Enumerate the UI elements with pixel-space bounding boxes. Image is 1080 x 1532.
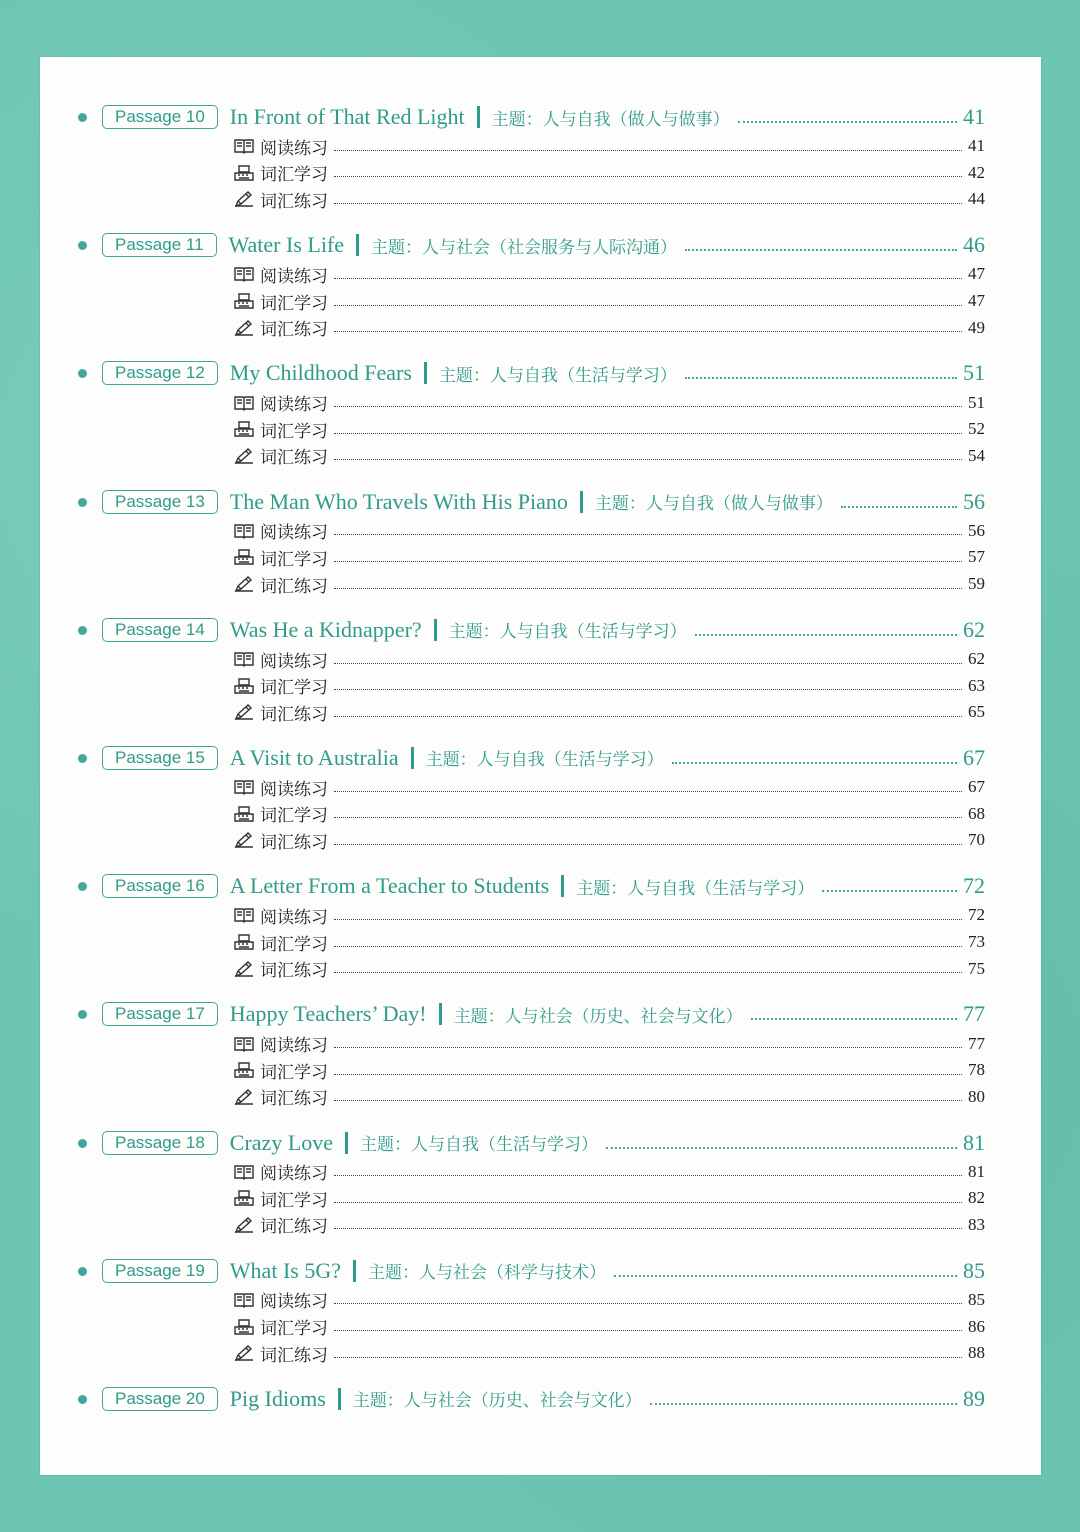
sub-item-vocab-practice[interactable]: [234, 443, 985, 470]
leader-dots: [614, 1275, 957, 1277]
pencil-icon: [234, 704, 254, 720]
passage-title: Was He a Kidnapper?: [229, 616, 422, 642]
passage-row[interactable]: [102, 487, 985, 517]
leader-dots: [334, 305, 962, 306]
sub-item-label: 词汇学习: [260, 1190, 328, 1211]
divider: [434, 619, 437, 641]
sub-item-page-number: 85: [968, 1289, 985, 1309]
sub-items: [234, 133, 985, 213]
sub-items: [234, 389, 985, 469]
sub-item-vocab-study[interactable]: [234, 544, 985, 571]
sub-item-page-number: 65: [968, 702, 985, 722]
passage-badge: Passage 11: [102, 233, 217, 257]
sub-item-label: 阅读练习: [260, 1036, 328, 1057]
sub-item-reading[interactable]: [234, 389, 985, 416]
leader-dots: [334, 689, 962, 690]
divider: [356, 234, 359, 256]
bullet-icon: [78, 882, 87, 891]
passage-row[interactable]: [102, 1128, 985, 1158]
passage-title: What Is 5G?: [229, 1257, 341, 1283]
sub-items: [234, 1287, 985, 1367]
divider: [477, 106, 480, 128]
sub-item-vocab-practice[interactable]: [234, 314, 985, 341]
leader-dots: [334, 972, 962, 973]
sub-item-label: 阅读练习: [260, 266, 328, 287]
leader-dots: [334, 844, 962, 845]
sub-item-page-number: 81: [968, 1161, 985, 1181]
passage-row[interactable]: [102, 1256, 985, 1286]
sub-item-vocab-study[interactable]: [234, 929, 985, 956]
book-icon: [234, 395, 254, 411]
sub-item-vocab-practice[interactable]: [234, 571, 985, 598]
sub-item-reading[interactable]: [234, 1287, 985, 1314]
toc-entry-14: [40, 610, 1041, 738]
passage-title: Happy Teachers’ Day!: [229, 1001, 427, 1027]
passage-page-number: 77: [963, 1001, 985, 1027]
sub-item-vocab-study[interactable]: [234, 801, 985, 828]
passage-theme: 主题：人与自我（生活与学习）: [448, 622, 687, 643]
leader-dots: [334, 278, 962, 279]
sub-item-reading[interactable]: [234, 1159, 985, 1186]
leader-dots: [334, 1357, 962, 1358]
passage-title: Water Is Life: [228, 232, 345, 258]
leader-dots: [334, 663, 962, 664]
sub-item-label: 词汇学习: [260, 549, 328, 570]
passage-badge: Passage 13: [102, 490, 218, 514]
passage-page-number: 62: [963, 616, 985, 642]
passage-theme: 主题：人与自我（生活与学习）: [425, 750, 664, 771]
divider: [411, 747, 414, 769]
pencil-icon: [234, 1089, 254, 1105]
sub-item-vocab-study[interactable]: [234, 1185, 985, 1212]
leader-dots: [695, 634, 957, 636]
toc-entry-18: [40, 1123, 1041, 1251]
sub-item-page-number: 54: [968, 445, 985, 465]
sub-item-page-number: 67: [968, 777, 985, 797]
sub-item-label: 词汇练习: [260, 704, 328, 725]
bullet-icon: [78, 1395, 87, 1404]
sub-item-label: 阅读练习: [260, 1292, 328, 1313]
passage-theme: 主题：人与社会（历史、社会与文化）: [453, 1006, 743, 1027]
sub-item-vocab-practice[interactable]: [234, 827, 985, 854]
pencil-icon: [234, 1345, 254, 1361]
sub-item-reading[interactable]: [234, 133, 985, 160]
keyboard-icon: [234, 549, 254, 565]
book-icon: [234, 779, 254, 795]
passage-badge: Passage 10: [102, 105, 218, 129]
book-icon: [234, 523, 254, 539]
leader-dots: [334, 1330, 962, 1331]
keyboard-icon: [234, 806, 254, 822]
sub-item-label: 阅读练习: [260, 779, 328, 800]
sub-item-label: 词汇学习: [260, 806, 328, 827]
keyboard-icon: [234, 934, 254, 950]
passage-badge: Passage 15: [102, 746, 218, 770]
toc-entry-13: [40, 482, 1041, 610]
keyboard-icon: [234, 165, 254, 181]
leader-dots: [334, 716, 962, 717]
sub-item-label: 词汇练习: [260, 1217, 328, 1238]
sub-items: [234, 774, 985, 854]
sub-item-page-number: 56: [968, 520, 985, 540]
sub-item-label: 词汇练习: [260, 448, 328, 469]
sub-item-label: 词汇学习: [260, 1062, 328, 1083]
sub-items: [234, 1030, 985, 1110]
leader-dots: [334, 946, 962, 947]
sub-item-page-number: 44: [968, 189, 985, 209]
sub-item-page-number: 82: [968, 1188, 985, 1208]
bullet-icon: [78, 369, 87, 378]
passage-title: My Childhood Fears: [229, 360, 412, 386]
leader-dots: [334, 176, 962, 177]
sub-item-page-number: 86: [968, 1316, 985, 1336]
passage-title: The Man Who Travels With His Piano: [229, 488, 568, 514]
sub-item-vocab-practice[interactable]: [234, 955, 985, 982]
divider: [338, 1388, 341, 1410]
pencil-icon: [234, 1217, 254, 1233]
leader-dots: [334, 791, 962, 792]
sub-item-vocab-study[interactable]: [234, 1313, 985, 1340]
sub-items: [234, 1159, 985, 1239]
leader-dots: [334, 459, 962, 460]
sub-item-label: 词汇练习: [260, 191, 328, 212]
bullet-icon: [78, 1139, 87, 1148]
sub-item-vocab-study[interactable]: [234, 160, 985, 187]
sub-item-page-number: 49: [968, 317, 985, 337]
sub-item-page-number: 73: [968, 932, 985, 952]
leader-dots: [751, 1018, 957, 1020]
passage-theme: 主题：人与社会（历史、社会与文化）: [352, 1391, 642, 1412]
passage-row[interactable]: [102, 999, 985, 1029]
sub-item-label: 词汇练习: [260, 832, 328, 853]
keyboard-icon: [234, 1062, 254, 1078]
bullet-icon: [78, 113, 87, 122]
sub-item-page-number: 62: [968, 649, 985, 669]
sub-item-label: 阅读练习: [260, 1164, 328, 1185]
sub-item-label: 词汇练习: [260, 1089, 328, 1110]
toc-entry-11: [40, 225, 1041, 353]
passage-badge: Passage 12: [102, 361, 218, 385]
divider: [561, 875, 564, 897]
leader-dots: [738, 121, 957, 123]
passage-theme: 主题：人与自我（做人与做事）: [594, 494, 833, 515]
bullet-icon: [78, 1010, 87, 1019]
divider: [424, 362, 427, 384]
passage-theme: 主题：人与自我（做人与做事）: [491, 109, 730, 130]
passage-theme: 主题：人与自我（生活与学习）: [576, 878, 815, 899]
keyboard-icon: [234, 421, 254, 437]
book-icon: [234, 651, 254, 667]
leader-dots: [334, 1202, 962, 1203]
sub-item-vocab-practice[interactable]: [234, 1084, 985, 1111]
sub-item-label: 词汇学习: [260, 165, 328, 186]
sub-items: [234, 261, 985, 341]
passage-theme: 主题：人与自我（生活与学习）: [438, 365, 677, 386]
sub-item-page-number: 83: [968, 1214, 985, 1234]
sub-item-reading[interactable]: [234, 646, 985, 673]
toc-entries: [40, 97, 1041, 1507]
sub-item-page-number: 78: [968, 1060, 985, 1080]
sub-item-label: 词汇学习: [260, 293, 328, 314]
divider: [353, 1260, 356, 1282]
sub-item-reading[interactable]: [234, 1030, 985, 1057]
pencil-icon: [234, 320, 254, 336]
passage-badge: Passage 17: [102, 1002, 218, 1026]
sub-item-vocab-study[interactable]: [234, 672, 985, 699]
sub-item-vocab-study[interactable]: [234, 416, 985, 443]
sub-item-label: 阅读练习: [260, 651, 328, 672]
leader-dots: [334, 1228, 962, 1229]
passage-theme: 主题：人与社会（社会服务与人际沟通）: [371, 237, 678, 258]
sub-item-page-number: 80: [968, 1086, 985, 1106]
sub-item-page-number: 63: [968, 675, 985, 695]
keyboard-icon: [234, 1319, 254, 1335]
passage-row[interactable]: [102, 358, 985, 388]
passage-theme: 主题：人与社会（科学与技术）: [367, 1263, 606, 1284]
toc-entry-20: [40, 1379, 1041, 1507]
passage-badge: Passage 14: [102, 618, 218, 642]
passage-page-number: 72: [963, 873, 985, 899]
passage-page-number: 85: [963, 1257, 985, 1283]
sub-item-page-number: 75: [968, 958, 985, 978]
leader-dots: [334, 433, 962, 434]
sub-item-label: 阅读练习: [260, 395, 328, 416]
passage-page-number: 41: [963, 104, 985, 129]
pencil-icon: [234, 191, 254, 207]
sub-items: [234, 518, 985, 598]
leader-dots: [685, 377, 957, 379]
sub-item-vocab-study[interactable]: [234, 288, 985, 315]
passage-row[interactable]: [102, 615, 985, 645]
leader-dots: [606, 1147, 957, 1149]
passage-page-number: 81: [963, 1129, 985, 1155]
passage-page-number: 51: [963, 360, 985, 386]
leader-dots: [822, 890, 957, 892]
passage-row[interactable]: [102, 102, 985, 132]
leader-dots: [334, 150, 962, 151]
sub-item-page-number: 70: [968, 830, 985, 850]
leader-dots: [334, 919, 962, 920]
leader-dots: [334, 588, 962, 589]
toc-entry-17: [40, 994, 1041, 1122]
pencil-icon: [234, 448, 254, 464]
passage-page-number: 56: [963, 488, 985, 514]
sub-item-page-number: 52: [968, 419, 985, 439]
passage-badge: Passage 19: [102, 1259, 218, 1283]
passage-row[interactable]: [102, 871, 985, 901]
sub-item-page-number: 59: [968, 574, 985, 594]
sub-item-label: 词汇练习: [260, 961, 328, 982]
passage-title: A Letter From a Teacher to Students: [229, 873, 550, 899]
sub-item-label: 阅读练习: [260, 523, 328, 544]
passage-title: A Visit to Australia: [229, 744, 399, 770]
sub-item-page-number: 42: [968, 162, 985, 182]
sub-item-reading[interactable]: [234, 261, 985, 288]
book-icon: [234, 1164, 254, 1180]
sub-item-label: 词汇练习: [260, 1345, 328, 1366]
sub-item-label: 词汇学习: [260, 934, 328, 955]
pencil-icon: [234, 576, 254, 592]
toc-entry-15: [40, 738, 1041, 866]
sub-item-label: 词汇练习: [260, 576, 328, 597]
sub-item-vocab-study[interactable]: [234, 1057, 985, 1084]
pencil-icon: [234, 832, 254, 848]
divider: [580, 491, 583, 513]
toc-entry-19: [40, 1251, 1041, 1379]
sub-item-page-number: 51: [968, 392, 985, 412]
passage-badge: Passage 18: [102, 1131, 218, 1155]
book-icon: [234, 266, 254, 282]
leader-dots: [334, 406, 962, 407]
toc-entry-16: [40, 866, 1041, 994]
passage-badge: Passage 16: [102, 874, 218, 898]
sub-item-label: 词汇学习: [260, 1319, 328, 1340]
sub-item-label: 词汇学习: [260, 421, 328, 442]
leader-dots: [650, 1403, 957, 1405]
passage-row[interactable]: [102, 230, 985, 260]
sub-item-vocab-practice[interactable]: [234, 186, 985, 213]
sub-item-page-number: 77: [968, 1033, 985, 1053]
sub-item-label: 阅读练习: [260, 907, 328, 928]
leader-dots: [334, 1100, 962, 1101]
leader-dots: [334, 817, 962, 818]
leader-dots: [334, 1175, 962, 1176]
leader-dots: [334, 1303, 962, 1304]
book-icon: [234, 1036, 254, 1052]
bullet-icon: [78, 1267, 87, 1276]
sub-item-page-number: 68: [968, 803, 985, 823]
sub-item-reading[interactable]: [234, 518, 985, 545]
leader-dots: [841, 506, 957, 508]
sub-item-page-number: 57: [968, 547, 985, 567]
passage-row[interactable]: [102, 1384, 985, 1414]
toc-entry-12: [40, 353, 1041, 481]
keyboard-icon: [234, 293, 254, 309]
leader-dots: [334, 203, 962, 204]
sub-item-reading[interactable]: [234, 902, 985, 929]
book-icon: [234, 1292, 254, 1308]
leader-dots: [672, 762, 957, 764]
sub-items: [234, 646, 985, 726]
sub-item-vocab-practice[interactable]: [234, 1340, 985, 1367]
sub-item-page-number: 72: [968, 905, 985, 925]
sub-item-page-number: 41: [968, 136, 985, 156]
sub-item-label: 词汇练习: [260, 320, 328, 341]
passage-title: Pig Idioms: [229, 1385, 326, 1411]
sub-item-reading[interactable]: [234, 774, 985, 801]
sub-item-label: 阅读练习: [260, 138, 328, 159]
leader-dots: [334, 534, 962, 535]
pencil-icon: [234, 961, 254, 977]
bullet-icon: [78, 626, 87, 635]
leader-dots: [685, 249, 957, 251]
divider: [345, 1132, 348, 1154]
leader-dots: [334, 1074, 962, 1075]
divider: [439, 1003, 442, 1025]
keyboard-icon: [234, 678, 254, 694]
leader-dots: [334, 561, 962, 562]
sub-item-page-number: 47: [968, 291, 985, 311]
passage-title: Crazy Love: [229, 1129, 334, 1155]
sub-item-vocab-practice[interactable]: [234, 699, 985, 726]
passage-page-number: 89: [963, 1385, 985, 1411]
passage-badge: Passage 20: [102, 1387, 218, 1411]
sub-item-vocab-practice[interactable]: [234, 1212, 985, 1239]
leader-dots: [334, 1047, 962, 1048]
toc-entry-10: [40, 97, 1041, 225]
passage-title: In Front of That Red Light: [229, 104, 465, 129]
toc-page: [40, 57, 1041, 1475]
bullet-icon: [78, 754, 87, 763]
sub-item-label: 词汇学习: [260, 678, 328, 699]
passage-row[interactable]: [102, 743, 985, 773]
passage-page-number: 46: [963, 232, 985, 258]
sub-item-page-number: 47: [968, 264, 985, 284]
keyboard-icon: [234, 1190, 254, 1206]
bullet-icon: [78, 241, 87, 250]
passage-page-number: 67: [963, 744, 985, 770]
leader-dots: [334, 331, 962, 332]
sub-items: [234, 902, 985, 982]
book-icon: [234, 138, 254, 154]
passage-theme: 主题：人与自我（生活与学习）: [360, 1135, 599, 1155]
book-icon: [234, 907, 254, 923]
sub-item-page-number: 88: [968, 1343, 985, 1363]
bullet-icon: [78, 498, 87, 507]
